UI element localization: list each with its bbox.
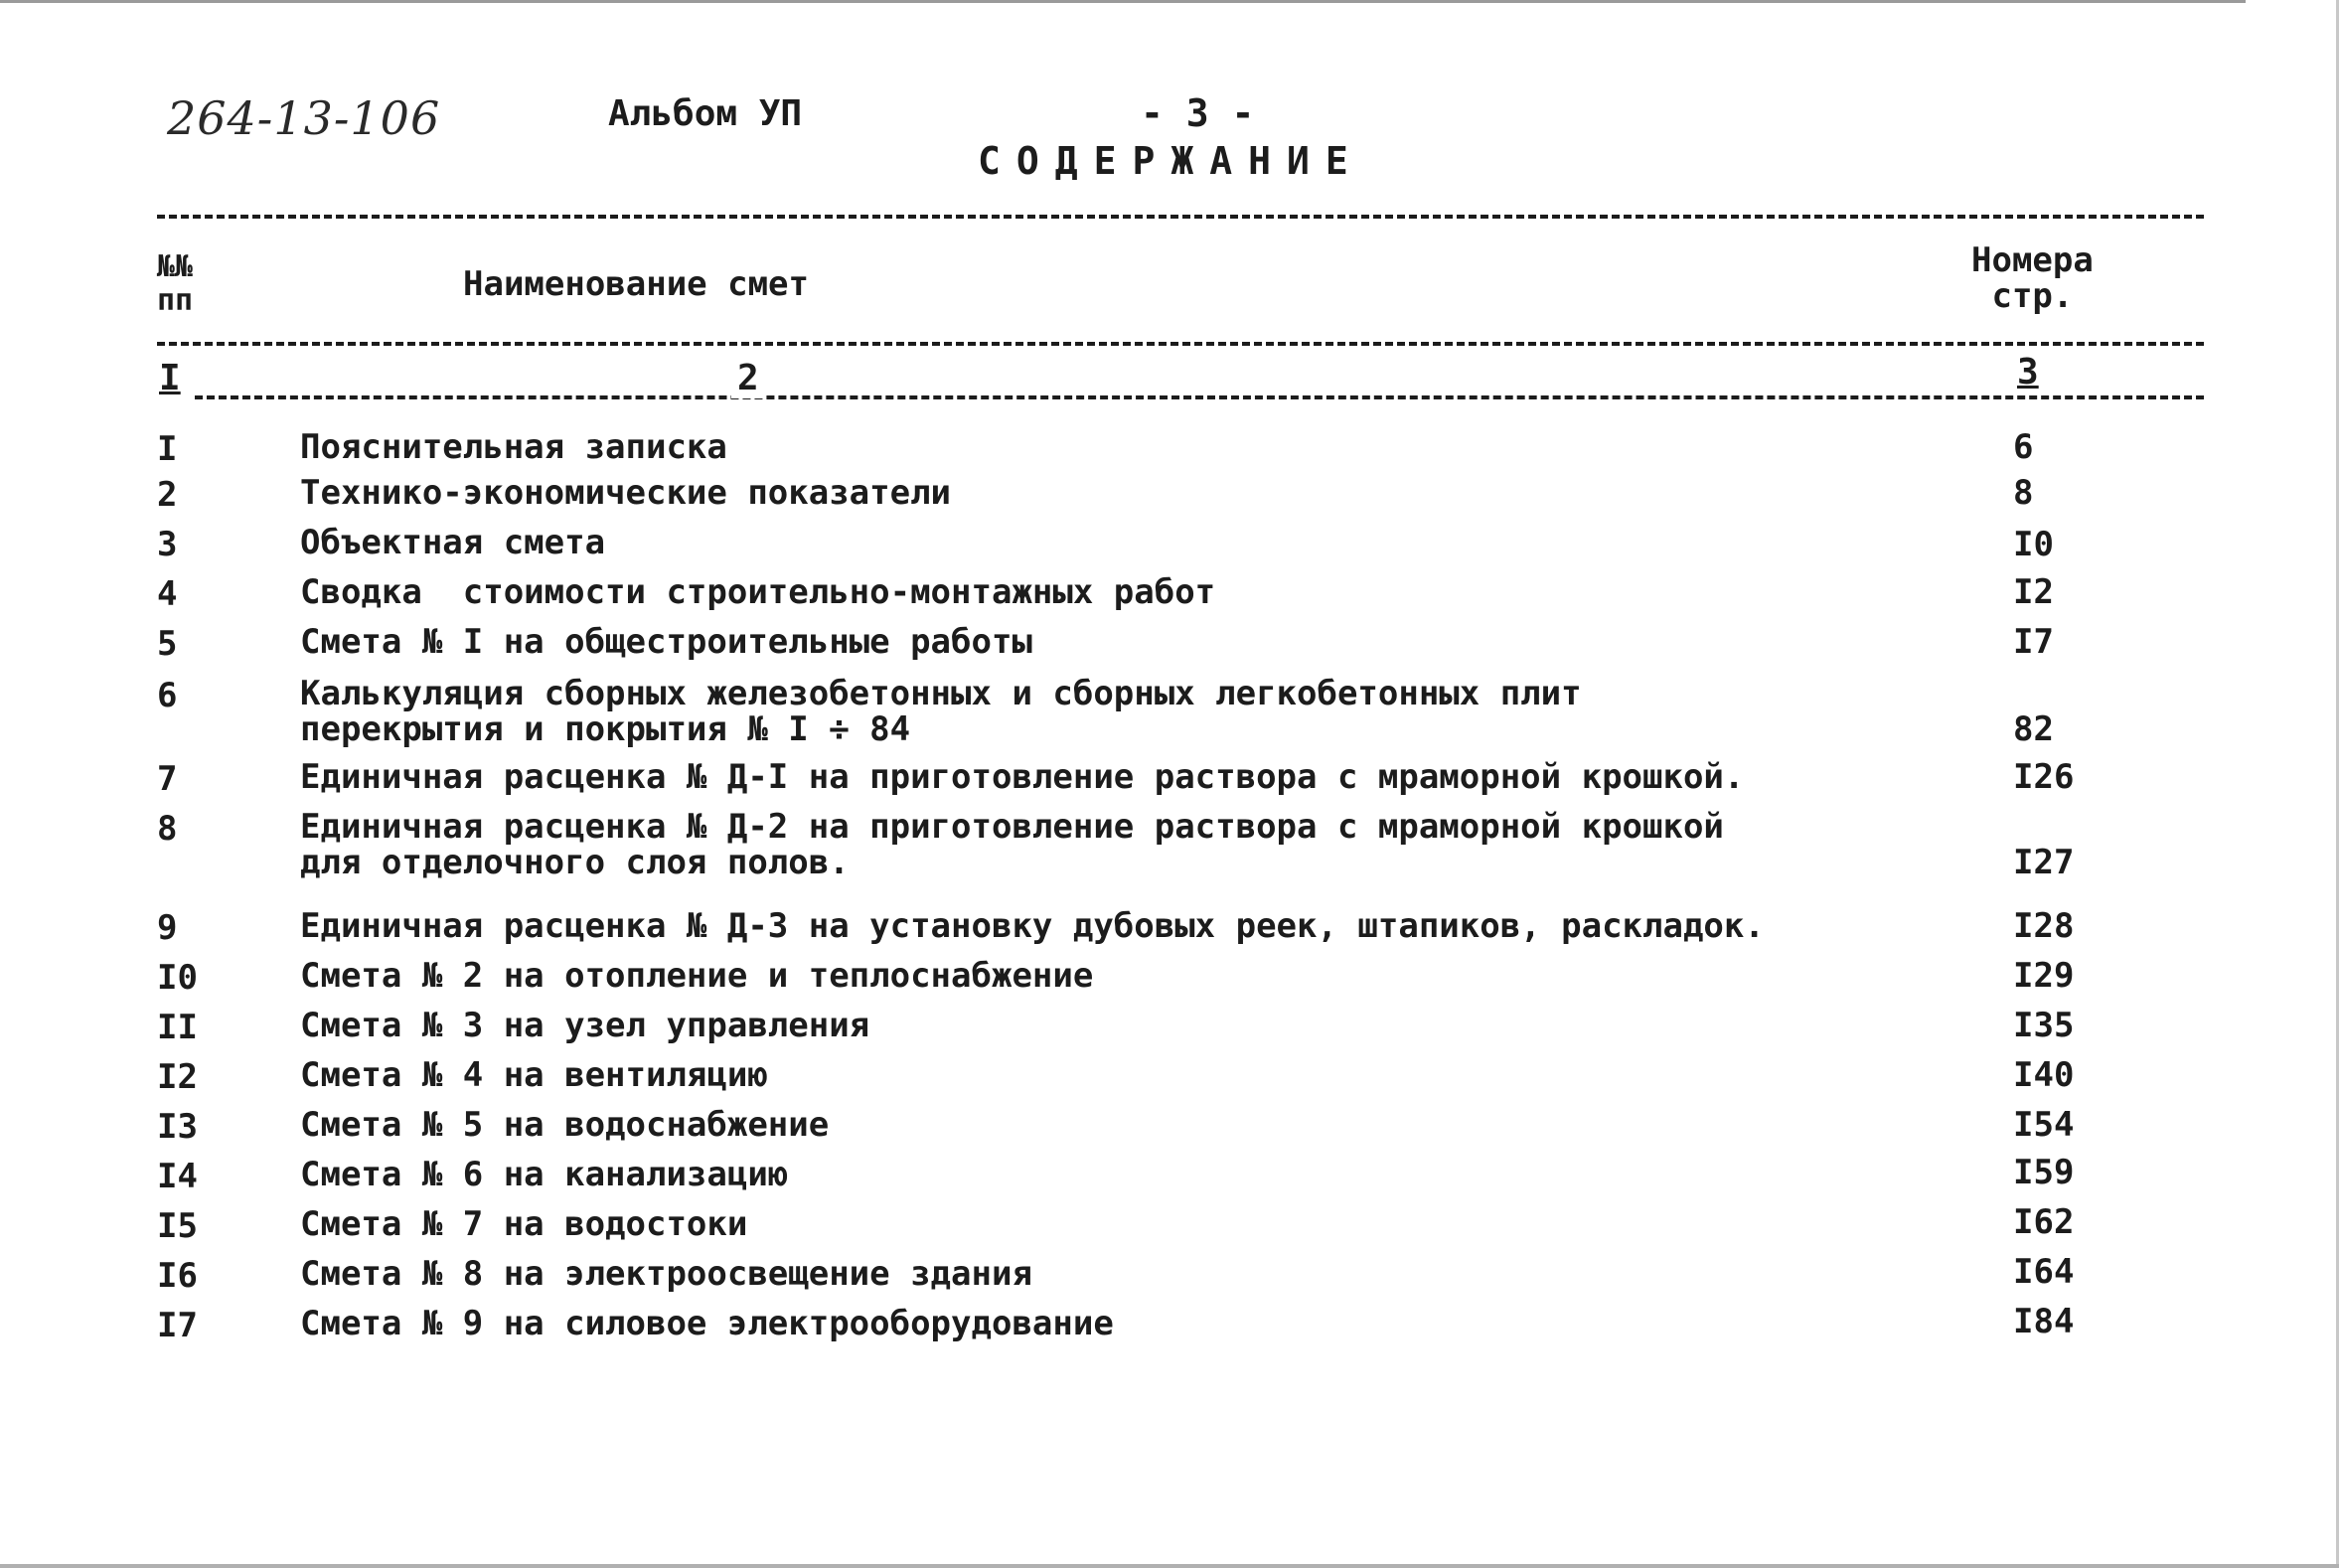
item-number: I6 bbox=[157, 1256, 198, 1296]
item-page: I40 bbox=[2013, 1055, 2075, 1095]
column-number-2: 2 bbox=[731, 358, 765, 398]
item-name: Единичная расценка № Д-3 на установку дубовых реек, штапиков, раскладок. bbox=[300, 906, 1765, 946]
item-number: I7 bbox=[157, 1306, 198, 1345]
item-page: I28 bbox=[2013, 906, 2075, 946]
scan-edge-bottom bbox=[0, 1564, 2339, 1568]
item-number: 7 bbox=[157, 759, 178, 799]
item-number: 2 bbox=[157, 475, 178, 515]
item-number: 6 bbox=[157, 676, 178, 715]
item-name: Единичная расценка № Д-2 на приготовление раствора с мраморной крошкой для отделочного слоя полов. bbox=[300, 807, 1724, 882]
column-number-1: I bbox=[159, 358, 181, 398]
item-page: I64 bbox=[2013, 1252, 2075, 1292]
item-page: I29 bbox=[2013, 956, 2075, 996]
scan-edge-top bbox=[0, 0, 2246, 3]
item-page: 6 bbox=[2013, 427, 2034, 467]
item-name: Единичная расценка № Д-I на приготовление раствора с мраморной крошкой. bbox=[300, 757, 1745, 797]
album-label: Альбом УП bbox=[608, 93, 803, 134]
item-name: Пояснительная записка bbox=[300, 427, 727, 467]
item-number: I0 bbox=[157, 958, 198, 998]
page-number: - 3 - bbox=[1141, 91, 1255, 135]
item-name: Смета № 8 на электроосвещение здания bbox=[300, 1254, 1032, 1294]
item-number: I4 bbox=[157, 1157, 198, 1196]
item-number: I2 bbox=[157, 1057, 198, 1097]
column-numbers-dashed-rule bbox=[195, 395, 2204, 399]
item-number: 9 bbox=[157, 908, 178, 948]
item-page: I59 bbox=[2013, 1153, 2075, 1192]
item-number: I3 bbox=[157, 1107, 198, 1147]
item-number: I5 bbox=[157, 1206, 198, 1246]
item-page: I35 bbox=[2013, 1006, 2075, 1045]
item-number: 5 bbox=[157, 624, 178, 664]
column-header-name: Наименование смет bbox=[463, 264, 809, 304]
item-number: I bbox=[157, 429, 178, 469]
item-page: I62 bbox=[2013, 1202, 2075, 1242]
item-name: Смета № 9 на силовое электрооборудование bbox=[300, 1304, 1114, 1343]
top-dashed-rule bbox=[157, 215, 2204, 219]
item-name: Смета № I на общестроительные работы bbox=[300, 622, 1032, 662]
item-number: 4 bbox=[157, 574, 178, 614]
item-name: Смета № 3 на узел управления bbox=[300, 1006, 870, 1045]
item-name: Технико-экономические показатели bbox=[300, 473, 952, 513]
column-header-pages: Номера стр. bbox=[1971, 240, 2094, 316]
item-name: Смета № 4 на вентиляцию bbox=[300, 1055, 768, 1095]
item-number: II bbox=[157, 1008, 198, 1047]
item-number: 3 bbox=[157, 525, 178, 564]
item-page: I0 bbox=[2013, 525, 2054, 564]
item-page: I2 bbox=[2013, 572, 2054, 612]
column-number-3: 3 bbox=[2011, 352, 2045, 392]
item-page: I84 bbox=[2013, 1302, 2075, 1341]
item-page: I27 bbox=[2013, 843, 2075, 882]
item-page: 8 bbox=[2013, 473, 2034, 513]
column-header-num: №№ пп bbox=[157, 249, 194, 318]
item-page: I7 bbox=[2013, 622, 2054, 662]
item-page: 82 bbox=[2013, 709, 2054, 749]
item-name: Смета № 7 на водостоки bbox=[300, 1204, 748, 1244]
item-name: Смета № 2 на отопление и теплоснабжение bbox=[300, 956, 1094, 996]
item-name: Сводка стоимости строительно-монтажных работ bbox=[300, 572, 1216, 612]
page-title: СОДЕРЖАНИЕ bbox=[978, 139, 1364, 183]
item-name: Калькуляция сборных железобетонных и сборных легкобетонных плит перекрытия и покрытия № I ÷ 84 bbox=[300, 674, 1582, 749]
handwritten-code: 264-13-106 bbox=[167, 91, 441, 145]
item-name: Смета № 6 на канализацию bbox=[300, 1155, 789, 1194]
header-dashed-rule bbox=[157, 342, 2204, 346]
item-name: Объектная смета bbox=[300, 523, 606, 562]
item-page: I54 bbox=[2013, 1105, 2075, 1145]
item-page: I26 bbox=[2013, 757, 2075, 797]
item-number: 8 bbox=[157, 809, 178, 849]
item-name: Смета № 5 на водоснабжение bbox=[300, 1105, 830, 1145]
